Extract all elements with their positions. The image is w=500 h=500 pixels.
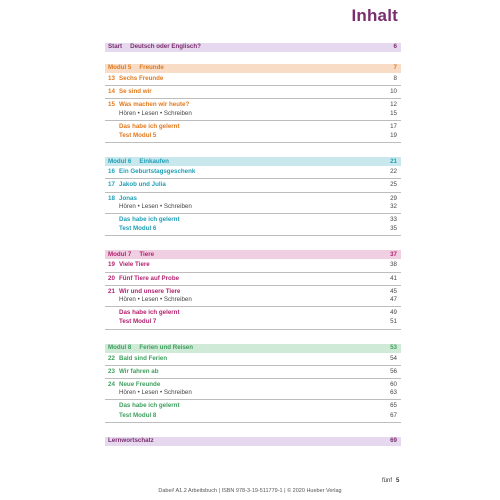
lesson-entry[interactable] — [105, 368, 401, 376]
entry-divider — [105, 178, 401, 179]
test-page: 19 — [390, 132, 397, 140]
lesson-title: Wir fahren ab — [119, 367, 159, 375]
lesson-title: Se sind wir — [119, 88, 152, 96]
lesson-entry[interactable] — [105, 275, 401, 283]
lesson-number: 17 — [108, 181, 115, 189]
page-title: Inhalt — [351, 6, 398, 25]
lesson-page: 60 — [390, 381, 397, 389]
test-entry[interactable] — [105, 132, 401, 140]
lesson-title: Wir und unsere Tiere — [119, 287, 181, 295]
lesson-page: 54 — [390, 354, 397, 362]
lesson-subtitle: Hören • Lesen • Schreiben — [119, 109, 192, 117]
review-title: Das habe ich gelernt — [119, 122, 180, 130]
lesson-number: 19 — [108, 261, 115, 269]
test-page: 67 — [390, 411, 397, 419]
lesson-subtitle: Hören • Lesen • Schreiben — [119, 202, 192, 210]
lesson-title: Sechs Freunde — [119, 75, 164, 82]
lesson-entry[interactable] — [105, 88, 401, 96]
lesson-entry[interactable] — [105, 261, 401, 269]
lesson-page: 38 — [390, 261, 397, 269]
table-of-contents — [105, 43, 401, 446]
lesson-entry[interactable] — [105, 288, 401, 304]
lesson-number: 23 — [108, 367, 115, 375]
module-divider — [105, 142, 401, 143]
module-name: Einkaufen — [139, 157, 169, 165]
lesson-entry[interactable] — [105, 181, 401, 189]
lesson-number: 16 — [108, 168, 115, 176]
module-label: Modul 7 — [108, 250, 132, 258]
test-title: Test Modul 5 — [119, 132, 157, 140]
lesson-number: 14 — [108, 88, 115, 96]
lesson-title: Ein Geburtstagsgeschenk — [119, 168, 196, 176]
lesson-page: 41 — [390, 274, 397, 282]
lesson-number: 24 — [108, 381, 115, 389]
start-section-bar[interactable] — [105, 43, 401, 52]
module-page: 7 — [393, 64, 397, 72]
lesson-entry[interactable] — [105, 381, 401, 397]
lesson-number: 20 — [108, 274, 115, 282]
lesson-subtitle-page: 32 — [390, 202, 397, 210]
lernwortschatz-page: 69 — [390, 437, 397, 445]
lesson-entry[interactable] — [105, 195, 401, 211]
lernwortschatz-bar[interactable] — [105, 437, 401, 446]
test-entry[interactable] — [105, 318, 401, 326]
lesson-page: 25 — [390, 181, 397, 189]
module-name: Ferien und Reisen — [139, 344, 194, 352]
lernwortschatz-label: Lernwortschatz — [108, 437, 154, 445]
lesson-title: Neue Freunde — [119, 381, 161, 389]
lesson-page: 29 — [390, 194, 397, 202]
entry-divider — [105, 399, 401, 400]
lesson-title: Bald sind Ferien — [119, 354, 168, 362]
lesson-number: 21 — [108, 287, 115, 295]
module-label: Modul 5 — [108, 64, 132, 72]
lesson-entry[interactable] — [105, 168, 401, 176]
test-title: Test Modul 6 — [119, 225, 157, 233]
module-bar[interactable] — [105, 64, 401, 73]
start-title: Deutsch oder Englisch? — [130, 43, 201, 51]
review-title: Das habe ich gelernt — [119, 402, 180, 410]
module-bar[interactable] — [105, 157, 401, 166]
lesson-title: Viele Tiere — [119, 261, 150, 269]
review-entry[interactable] — [105, 402, 401, 410]
entry-divider — [105, 98, 401, 99]
lesson-entry[interactable] — [105, 355, 401, 363]
review-title: Das habe ich gelernt — [119, 216, 180, 224]
entry-divider — [105, 378, 401, 379]
entry-divider — [105, 85, 401, 86]
entry-divider — [105, 192, 401, 193]
lesson-page: 22 — [390, 168, 397, 176]
review-page: 49 — [390, 309, 397, 317]
lesson-page: 45 — [390, 287, 397, 295]
lesson-number: 13 — [108, 75, 115, 82]
lesson-subtitle: Hören • Lesen • Schreiben — [119, 389, 192, 397]
entry-divider — [105, 365, 401, 366]
page-number — [382, 478, 399, 484]
review-entry[interactable] — [105, 123, 401, 131]
review-page: 17 — [390, 122, 397, 130]
module-name: Tiere — [139, 250, 155, 258]
footer-imprint: Dabei! A1.2 Arbeitsbuch | ISBN 978-3-19-511779-1 | © 2020 Hueber Verlag — [158, 488, 342, 494]
module-page: 37 — [390, 250, 397, 258]
test-page: 35 — [390, 225, 397, 233]
lesson-title: Jonas — [119, 194, 137, 202]
lesson-title: Fünf Tiere auf Probe — [119, 274, 180, 282]
review-page: 33 — [390, 216, 397, 224]
review-entry[interactable] — [105, 309, 401, 317]
lesson-title: Was machen wir heute? — [119, 101, 190, 109]
test-page: 51 — [390, 318, 397, 326]
lesson-title: Jakob und Julia — [119, 181, 166, 189]
entry-divider — [105, 120, 401, 121]
lesson-subtitle: Hören • Lesen • Schreiben — [119, 296, 192, 304]
test-entry[interactable] — [105, 412, 401, 420]
module-page: 53 — [390, 344, 397, 352]
lesson-number: 22 — [108, 354, 115, 362]
page-number-digit: 5 — [396, 478, 400, 484]
lesson-entry[interactable] — [105, 75, 401, 83]
lesson-page: 10 — [390, 88, 397, 96]
lesson-subtitle-page: 47 — [390, 296, 397, 304]
page-number-word: fünf — [382, 478, 393, 484]
lesson-number: 15 — [108, 101, 115, 109]
lesson-subtitle-page: 63 — [390, 389, 397, 397]
review-page: 65 — [390, 402, 397, 410]
module-bar[interactable] — [105, 344, 401, 353]
lesson-subtitle-page: 15 — [390, 109, 397, 117]
review-title: Das habe ich gelernt — [119, 309, 180, 317]
entry-divider — [105, 213, 401, 214]
start-page: 6 — [393, 43, 397, 51]
module-page: 21 — [390, 157, 397, 165]
module-label: Modul 6 — [108, 157, 132, 165]
lesson-page: 56 — [390, 367, 397, 375]
module-divider — [105, 329, 401, 330]
module-divider — [105, 422, 401, 423]
test-title: Test Modul 7 — [119, 318, 157, 326]
entry-divider — [105, 285, 401, 286]
test-title: Test Modul 8 — [119, 411, 157, 419]
lesson-number: 18 — [108, 194, 115, 202]
lesson-page: 8 — [393, 75, 397, 82]
lesson-entry[interactable] — [105, 101, 401, 117]
entry-divider — [105, 272, 401, 273]
module-bar[interactable] — [105, 250, 401, 259]
lesson-page: 12 — [390, 101, 397, 109]
review-entry[interactable] — [105, 216, 401, 224]
module-divider — [105, 235, 401, 236]
start-label: Start — [108, 43, 123, 51]
module-name: Freunde — [139, 64, 164, 72]
module-label: Modul 8 — [108, 344, 132, 352]
test-entry[interactable] — [105, 225, 401, 233]
entry-divider — [105, 306, 401, 307]
